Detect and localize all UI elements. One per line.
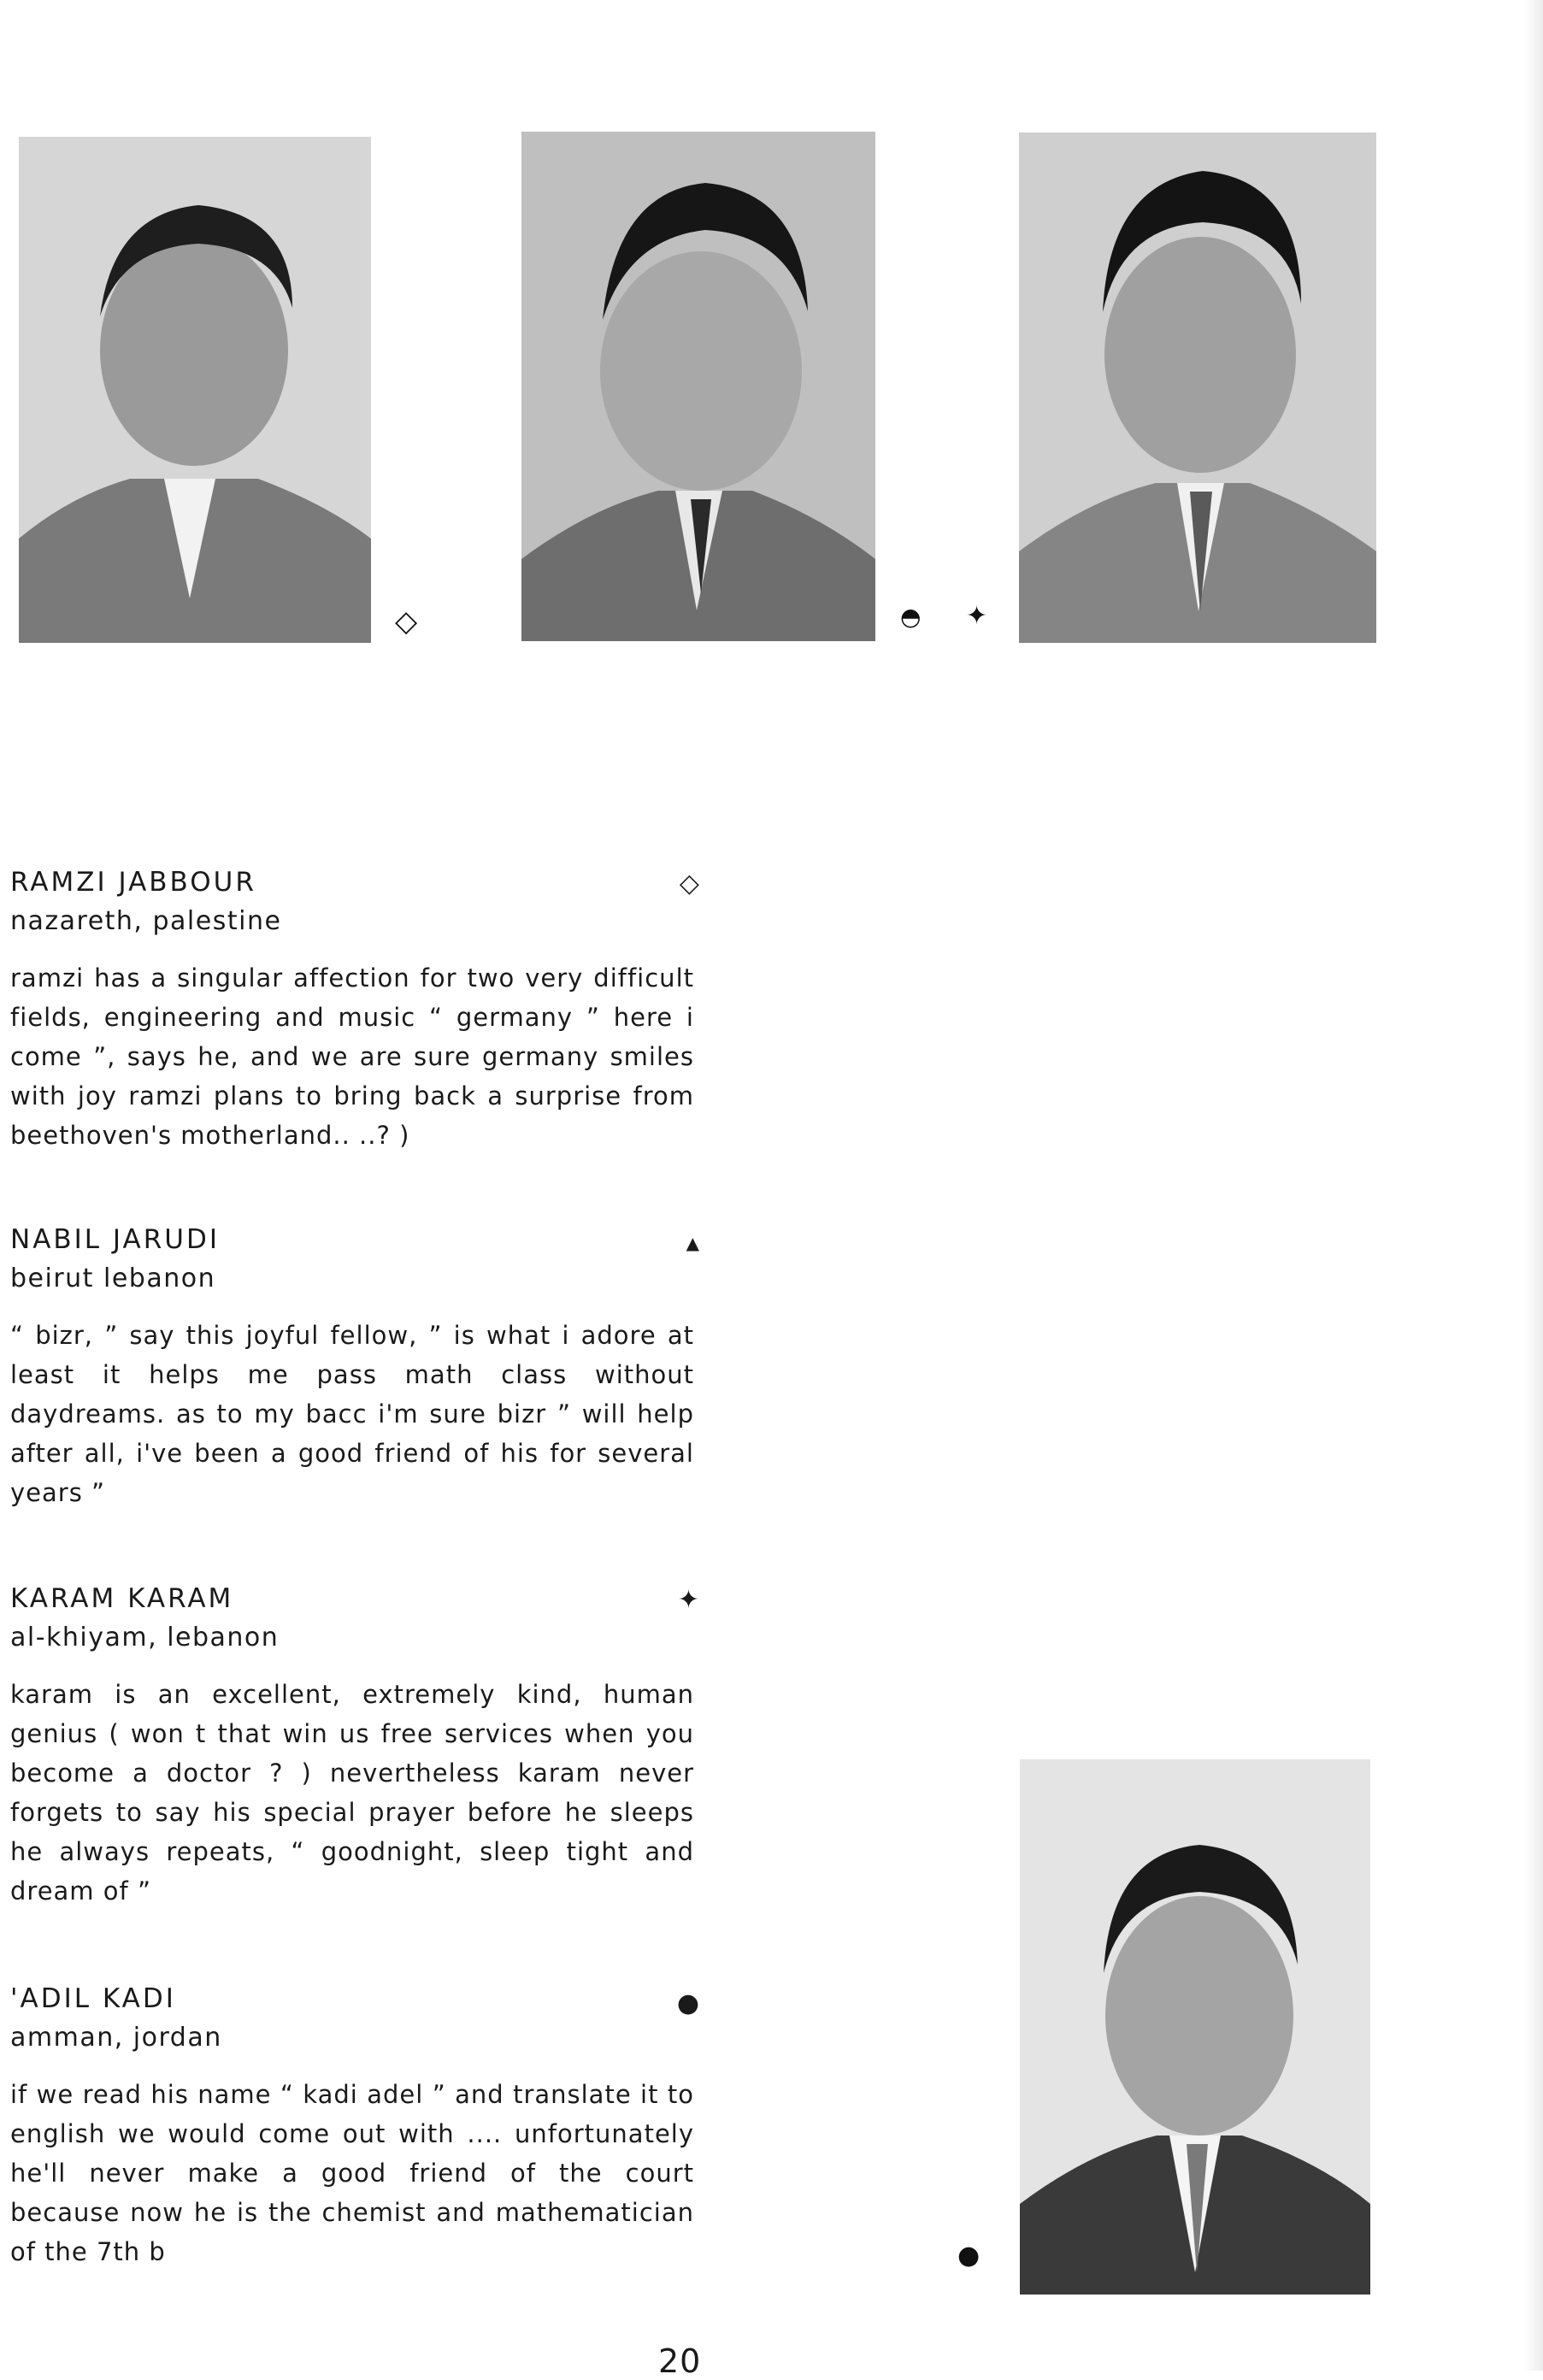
- portrait-photo-nabil: [521, 132, 875, 641]
- entry-symbol: ▲: [686, 1233, 699, 1253]
- entry-ramzi-jabbour: [10, 867, 699, 1155]
- portrait-photo-ramzi: [19, 137, 371, 643]
- photo-symbol-karam: ✦: [966, 601, 988, 631]
- photo-symbol-adil: ●: [957, 2241, 981, 2271]
- photo-symbol-nabil: ◓: [900, 603, 922, 631]
- portrait-photo-karam: [1019, 133, 1376, 643]
- entry-symbol: ●: [676, 1988, 699, 2018]
- student-origin: nazareth, palestine: [10, 906, 282, 936]
- page-number: 20: [658, 2342, 702, 2380]
- student-bio: if we read his name “ kadi adel ” and translate it to english we would come out with .... unfortunately he'll never make a good friend of the court because now he is the chemist and mathematician of the 7th b: [10, 2080, 694, 2266]
- student-bio: ramzi has a singular affection for two very difficult fields, engineering and music “ germany ” here i come ”, says he, and we are sure germany smiles with joy ramzi plans to bring back a surprise from beethoven's motherland.. ..? ): [10, 963, 694, 1150]
- student-name: NABIL JARUDI: [10, 1224, 220, 1255]
- student-name: RAMZI JABBOUR: [10, 867, 256, 898]
- student-origin: amman, jordan: [10, 2023, 222, 2053]
- page-edge-shadow: [1524, 0, 1543, 2371]
- student-name: KARAM KARAM: [10, 1583, 234, 1614]
- photo-symbol-ramzi: ◇: [395, 604, 418, 639]
- entry-symbol: ◇: [679, 869, 699, 898]
- portrait-photo-adil: [1020, 1759, 1370, 2295]
- entry-karam-karam: [10, 1583, 699, 1911]
- entry-symbol: ✦: [677, 1585, 699, 1615]
- student-bio: karam is an excellent, extremely kind, human genius ( won t that win us free services when you become a doctor ? ) nevertheless karam never forgets to say his special prayer before he sleeps he always repeats, “ goodnight, sleep tight and dream of ”: [10, 1680, 694, 1906]
- entry-nabil-jarudi: [10, 1224, 699, 1512]
- student-bio: “ bizr, ” say this joyful fellow, ” is what i adore at least it helps me pass math class without daydreams. as to my bacc i'm sure bizr ” will help after all, i've been a good friend of his for several years ”: [10, 1321, 694, 1507]
- student-origin: beirut lebanon: [10, 1264, 216, 1293]
- entry-adil-kadi: [10, 1983, 699, 2271]
- student-name: 'ADIL KADI: [10, 1983, 176, 2014]
- student-origin: al-khiyam, lebanon: [10, 1623, 280, 1652]
